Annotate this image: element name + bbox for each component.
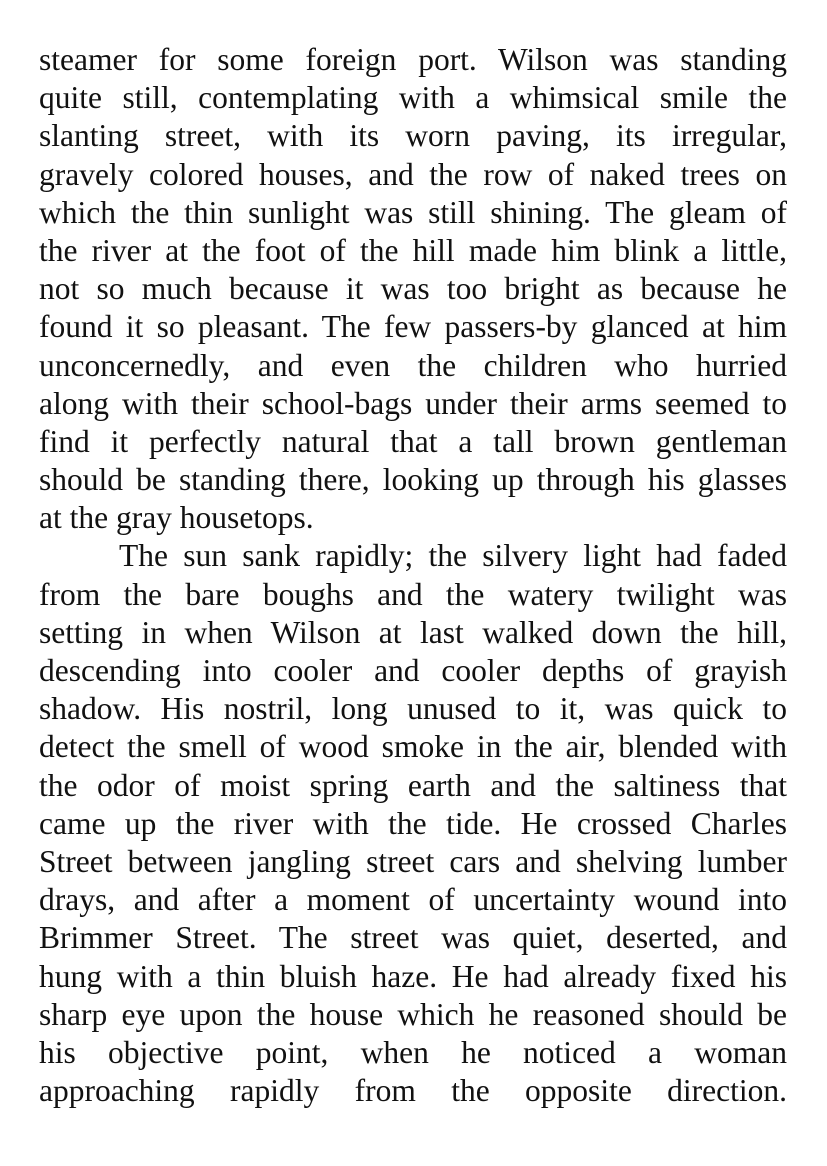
text-line: quite still, contemplating with a whimsical smile the — [39, 80, 787, 116]
text-line: unconcernedly, and even the children who hurried — [39, 347, 787, 383]
text-line: the river at the foot of the hill made him blink a little, — [39, 232, 787, 268]
text-line: gravely colored houses, and the row of naked trees on — [39, 156, 787, 192]
text-line: hung with a thin bluish haze. He had already fixed his — [39, 958, 787, 994]
text-line: The sun sank rapidly; the silvery light had faded — [119, 538, 787, 574]
paragraph — [39, 537, 787, 1110]
text-line: should be standing there, looking up through his glasses — [39, 462, 787, 498]
text-line: drays, and after a moment of uncertainty wound into — [39, 882, 787, 918]
text-line: came up the river with the tide. He crossed Charles — [39, 805, 787, 841]
text-line: slanting street, with its worn paving, its irregular, — [39, 118, 787, 154]
text-line: not so much because it was too bright as because he — [39, 271, 787, 307]
text-line: along with their school-bags under their arms seemed to — [39, 385, 787, 421]
text-line: shadow. His nostril, long unused to it, was quick to — [39, 691, 787, 727]
text-line: the odor of moist spring earth and the saltiness that — [39, 767, 787, 803]
paragraph — [39, 41, 787, 537]
text-line: Street between jangling street cars and shelving lumber — [39, 843, 787, 879]
text-line: descending into cooler and cooler depths of grayish — [39, 653, 787, 688]
text-line: Brimmer Street. The street was quiet, deserted, and — [39, 920, 787, 956]
text-line: setting in when Wilson at last walked down the hill, — [39, 614, 787, 650]
text-line: find it perfectly natural that a tall brown gentleman — [39, 423, 787, 459]
text-line: steamer for some foreign port. Wilson was standing — [39, 42, 787, 77]
text-line: approaching rapidly from the opposite direction. — [39, 1073, 787, 1109]
text-line: found it so pleasant. The few passers-by glanced at him — [39, 309, 787, 345]
text-line: which the thin sunlight was still shining. The gleam of — [39, 194, 787, 230]
text-line: detect the smell of wood smoke in the air, blended with — [39, 729, 787, 765]
text-line: his objective point, when he noticed a woman — [39, 1034, 787, 1070]
document-page — [39, 41, 787, 1110]
text-line: sharp eye upon the house which he reasoned should be — [39, 996, 787, 1032]
text-line: from the bare boughs and the watery twilight was — [39, 576, 787, 612]
text-line: at the gray housetops. — [39, 500, 314, 536]
